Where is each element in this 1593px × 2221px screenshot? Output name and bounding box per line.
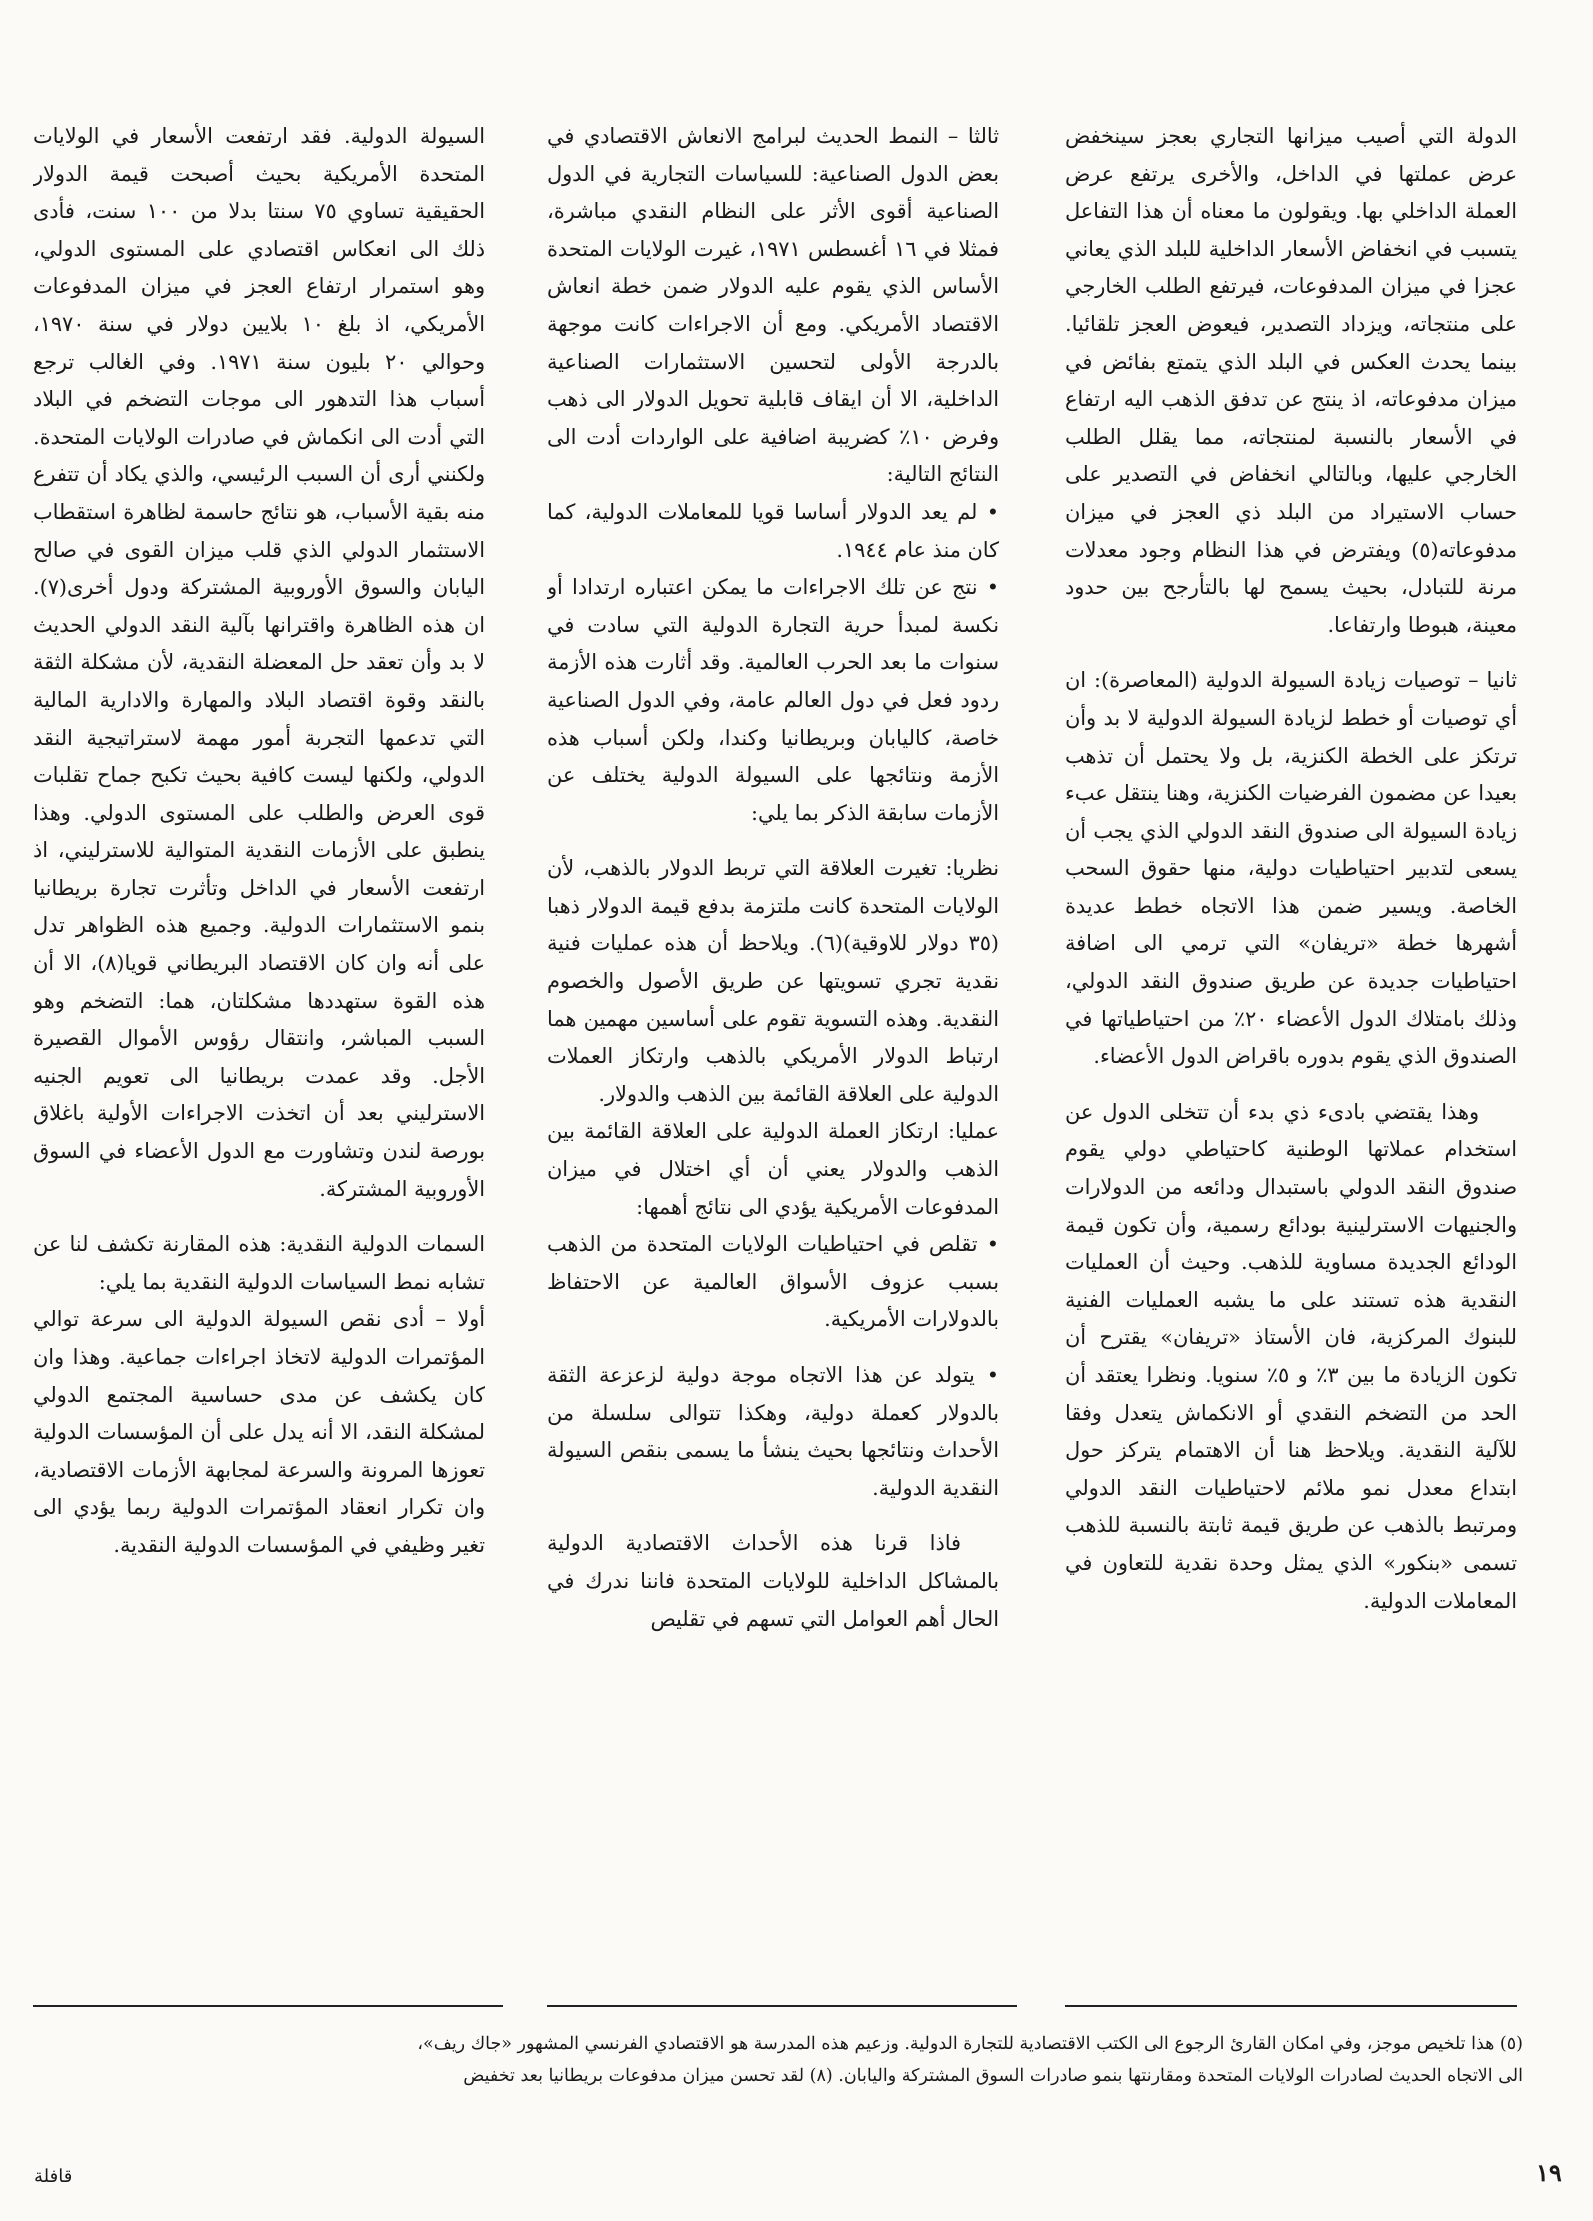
- bullet-paragraph: • يتولد عن هذا الاتجاه موجة دولية لزعزعة الثقة بالدولار كعملة دولية، وهكذا تتوالى سلسلة من الأحداث ونتائجها بحيث ينشأ ما يسمى بنقص السيولة النقدية الدولية.: [547, 1363, 999, 1500]
- paragraph: السمات الدولية النقدية: هذه المقارنة تكشف لنا عن تشابه نمط السياسات الدولية النقدية بما يلي:: [33, 1232, 485, 1294]
- footnote: (٥) هذا تلخيص موجز، وفي امكان القارئ الرجوع الى الكتب الاقتصادية للتجارة الدولية. وزعيم هذه المدرسة هو الاقتصادي الفرنسي المشهور «جاك ريف»،: [417, 2034, 1523, 2054]
- bullet-paragraph: • تقلص في احتياطيات الولايات المتحدة من الذهب بسبب عزوف الأسواق العالمية عن الاحتفاظ بالدولارات الأمريكية.: [547, 1232, 999, 1332]
- page-number: ١٩: [1536, 2158, 1562, 2187]
- paragraph: أولا – أدى نقص السيولة الدولية الى سرعة توالي المؤتمرات الدولية لاتخاذ اجراءات جماعية. وهذا وان كان يكشف عن مدى حساسية المجتمع الدولي لمشكلة النقد، الا أنه يدل على أن المؤسسات الدولية تعوزها المرونة والسرعة لمجابهة الأزمات الاقتصادية، وان تكرار انعقاد المؤتمرات الدولية ربما يؤدي الى تغير وظيفي في المؤسسات الدولية النقدية.: [33, 1307, 485, 1557]
- footnote-divider: [33, 2005, 503, 2007]
- paragraph: ثالثا – النمط الحديث لبرامج الانعاش الاقتصادي في بعض الدول الصناعية: للسياسات التجارية في الدول الصناعية أقوى الأثر على النظام النقدي مباشرة، فمثلا في ١٦ أغسطس ١٩٧١، غيرت الولايات المتحدة الأساس الذي يقوم عليه الدولار ضمن خطة انعاش الاقتصاد الأمريكي. ومع أن الاجراءات كانت موجهة بالدرجة الأولى لتحسين الاستثمارات الصناعية الداخلية، الا أن ايقاف قابلية تحويل الدولار الى ذهب وفرض ١٠٪ كضريبة اضافية على الواردات أدت الى النتائج التالية:: [547, 124, 999, 487]
- bullet-paragraph: • نتج عن تلك الاجراءات ما يمكن اعتباره ارتدادا أو نكسة لمبدأ حرية التجارة الدولية التي سادت في سنوات ما بعد الحرب العالمية. وقد أثارت هذه الأزمة ردود فعل في دول العالم عامة، وفي الدول الصناعية خاصة، كاليابان وبريطانيا وكندا، ولكن أسباب هذه الأزمة ونتائجها على السيولة الدولية يختلف عن الأزمات سابقة الذكر بما يلي:: [547, 575, 999, 825]
- magazine-name: قافلة: [34, 2166, 73, 2187]
- paragraph: عمليا: ارتكاز العملة الدولية على العلاقة القائمة بين الذهب والدولار يعني أن أي اختلال في ميزان المدفوعات الأمريكية يؤدي الى نتائج أهمها:: [547, 1119, 999, 1219]
- footnote-divider: [547, 2005, 1017, 2007]
- paragraph: الدولة التي أصيب ميزانها التجاري بعجز سينخفض عرض عملتها في الداخل، والأخرى يرتفع عرض العملة الداخلي بها. ويقولون ما معناه أن هذا التفاعل يتسبب في انخفاض الأسعار الداخلية للبلد الذي يعاني عجزا في ميزان المدفوعات، فيرتفع الطلب الخارجي على منتجاته، ويزداد التصدير، فيعوض العجز تلقائيا. بينما يحدث العكس في البلد الذي يتمتع بفائض في ميزان مدفوعاته، اذ ينتج عن تدفق الذهب اليه ارتفاع في الأسعار بالنسبة لمنتجاته، مما يقلل الطلب الخارجي عليها، وبالتالي انخفاض في التصدير على حساب الاستيراد من البلد ذي العجز في ميزان مدفوعاته(٥) ويفترض في هذا النظام وجود معدلات مرنة للتبادل، بحيث يسمح لها بالتأرجح بين حدود معينة، هبوطا وارتفاعا.: [1065, 124, 1517, 637]
- paragraph: ثانيا – توصيات زيادة السيولة الدولية (المعاصرة): ان أي توصيات أو خطط لزيادة السيولة الدولية لا بد وأن ترتكز على الخطة الكنزية، بل ولا يحتمل أن تذهب بعيدا عن مضمون الفرضيات الكنزية، وهنا ينتقل عبء زيادة السيولة الى صندوق النقد الدولي الذي يجب أن يسعى لتدبير احتياطيات دولية، منها حقوق السحب الخاصة. ويسير ضمن هذا الاتجاه خطط عديدة أشهرها خطة «تريفان» التي ترمي الى اضافة احتياطيات جديدة عن طريق صندوق النقد الدولي، وذلك بامتلاك الدول الأعضاء ٢٠٪ من احتياطياتها في الصندوق الذي يقوم بدوره باقراض الدول الأعضاء.: [1065, 668, 1517, 1069]
- bullet-paragraph: • لم يعد الدولار أساسا قويا للمعاملات الدولية، كما كان منذ عام ١٩٤٤.: [547, 499, 999, 562]
- paragraph: فاذا قرنا هذه الأحداث الاقتصادية الدولية بالمشاكل الداخلية للولايات المتحدة فاننا ندرك في الحال أهم العوامل التي تسهم في تقليص: [547, 1531, 999, 1631]
- footnote: الى الاتجاه الحديث لصادرات الولايات المتحدة ومقارنتها بنمو صادرات السوق المشتركة واليابان. (٨) لقد تحسن ميزان مدفوعات بريطانيا بعد تخفيض: [463, 2066, 1523, 2086]
- paragraph: وهذا يقتضي بادىء ذي بدء أن تتخلى الدول عن استخدام عملاتها الوطنية كاحتياطي دولي يقوم صندوق النقد الدولي باستبدال ودائعه من الدولارات والجنيهات الاسترلينية بودائع رسمية، وأن تكون قيمة الودائع الجديدة مساوية للذهب. وحيث أن العمليات النقدية هذه تستند على ما يشبه العمليات الفنية للبنوك المركزية، فان الأستاذ «تريفان» يقترح أن تكون الزيادة ما بين ٣٪ و ٥٪ سنويا. ونظرا يعتقد أن الحد من التضخم النقدي أو الانكماش يتعدل وفقا للآلية النقدية. ويلاحظ هنا أن الاهتمام يتركز حول ابتداع معدل نمو ملائم لاحتياطيات النقد الدولي ومرتبط بالذهب عن طريق قيمة ثابتة بالنسبة للذهب تسمى «بنكور» الذي يمثل وحدة نقدية للتعاون في المعاملات الدولية.: [1065, 1099, 1517, 1613]
- paragraph: نظريا: تغيرت العلاقة التي تربط الدولار بالذهب، لأن الولايات المتحدة كانت ملتزمة بدفع قيمة الدولار ذهبا (٣٥ دولار للاوقية)(٦). ويلاحظ أن هذه عمليات فنية نقدية تجري تسويتها عن طريق الأصول والخصوم النقدية. وهذه التسوية تقوم على أساسين مهمين هما ارتباط الدولار الأمريكي بالذهب وارتكاز العملات الدولية على العلاقة القائمة بين الذهب والدولار.: [547, 856, 999, 1106]
- text-column-right: [1065, 118, 1517, 1960]
- text-column-left: [33, 118, 485, 1960]
- text-column-middle: [547, 118, 999, 1960]
- footnote-divider: [1065, 2005, 1517, 2007]
- paragraph: السيولة الدولية. فقد ارتفعت الأسعار في الولايات المتحدة الأمريكية بحيث أصبحت قيمة الدولار الحقيقية تساوي ٧٥ سنتا بدلا من ١٠٠ سنت، فأدى ذلك الى انعكاس اقتصادي على المستوى الدولي، وهو استمرار ارتفاع العجز في ميزان المدفوعات الأمريكي، اذ بلغ ١٠ بلايين دولار في سنة ١٩٧٠، وحوالي ٢٠ بليون سنة ١٩٧١. وفي الغالب ترجع أسباب هذا التدهور الى موجات التضخم في البلاد التي أدت الى انكماش في صادرات الولايات المتحدة. ولكنني أرى أن السبب الرئيسي، والذي يكاد أن تتفرع منه بقية الأسباب، هو نتائج حاسمة لظاهرة استقطاب الاستثمار الدولي الذي قلب ميزان القوى في صالح اليابان والسوق الأوروبية المشتركة ودول أخرى(٧). ان هذه الظاهرة واقترانها بآلية النقد الدولي الحديث لا بد وأن تعقد حل المعضلة النقدية، لأن مشكلة الثقة بالنقد وقوة اقتصاد البلاد والمهارة والادارية المالية التي تدعمها التجربة أمور مهمة لاستراتيجية النقد الدولي، ولكنها ليست كافية بحيث تكبح جماح تقلبات قوى العرض والطلب على المستوى الدولي. وهذا ينطبق على الأزمات النقدية المتوالية للاسترليني، اذ ارتفعت الأسعار في الداخل وتأثرت تجارة بريطانيا بنمو الاستثمارات الدولية. وجميع هذه الظواهر تدل على أنه وان كان الاقتصاد البريطاني قويا(٨)، الا أن هذه القوة ستهددها مشكلتان، هما: التضخم وهو السبب المباشر، وانتقال رؤوس الأموال القصيرة الأجل. وقد عمدت بريطانيا الى تعويم الجنيه الاسترليني بعد أن اتخذت الاجراءات الأولية باغلاق بورصة لندن وتشاورت مع الدول الأعضاء في السوق الأوروبية المشتركة.: [33, 124, 485, 1201]
